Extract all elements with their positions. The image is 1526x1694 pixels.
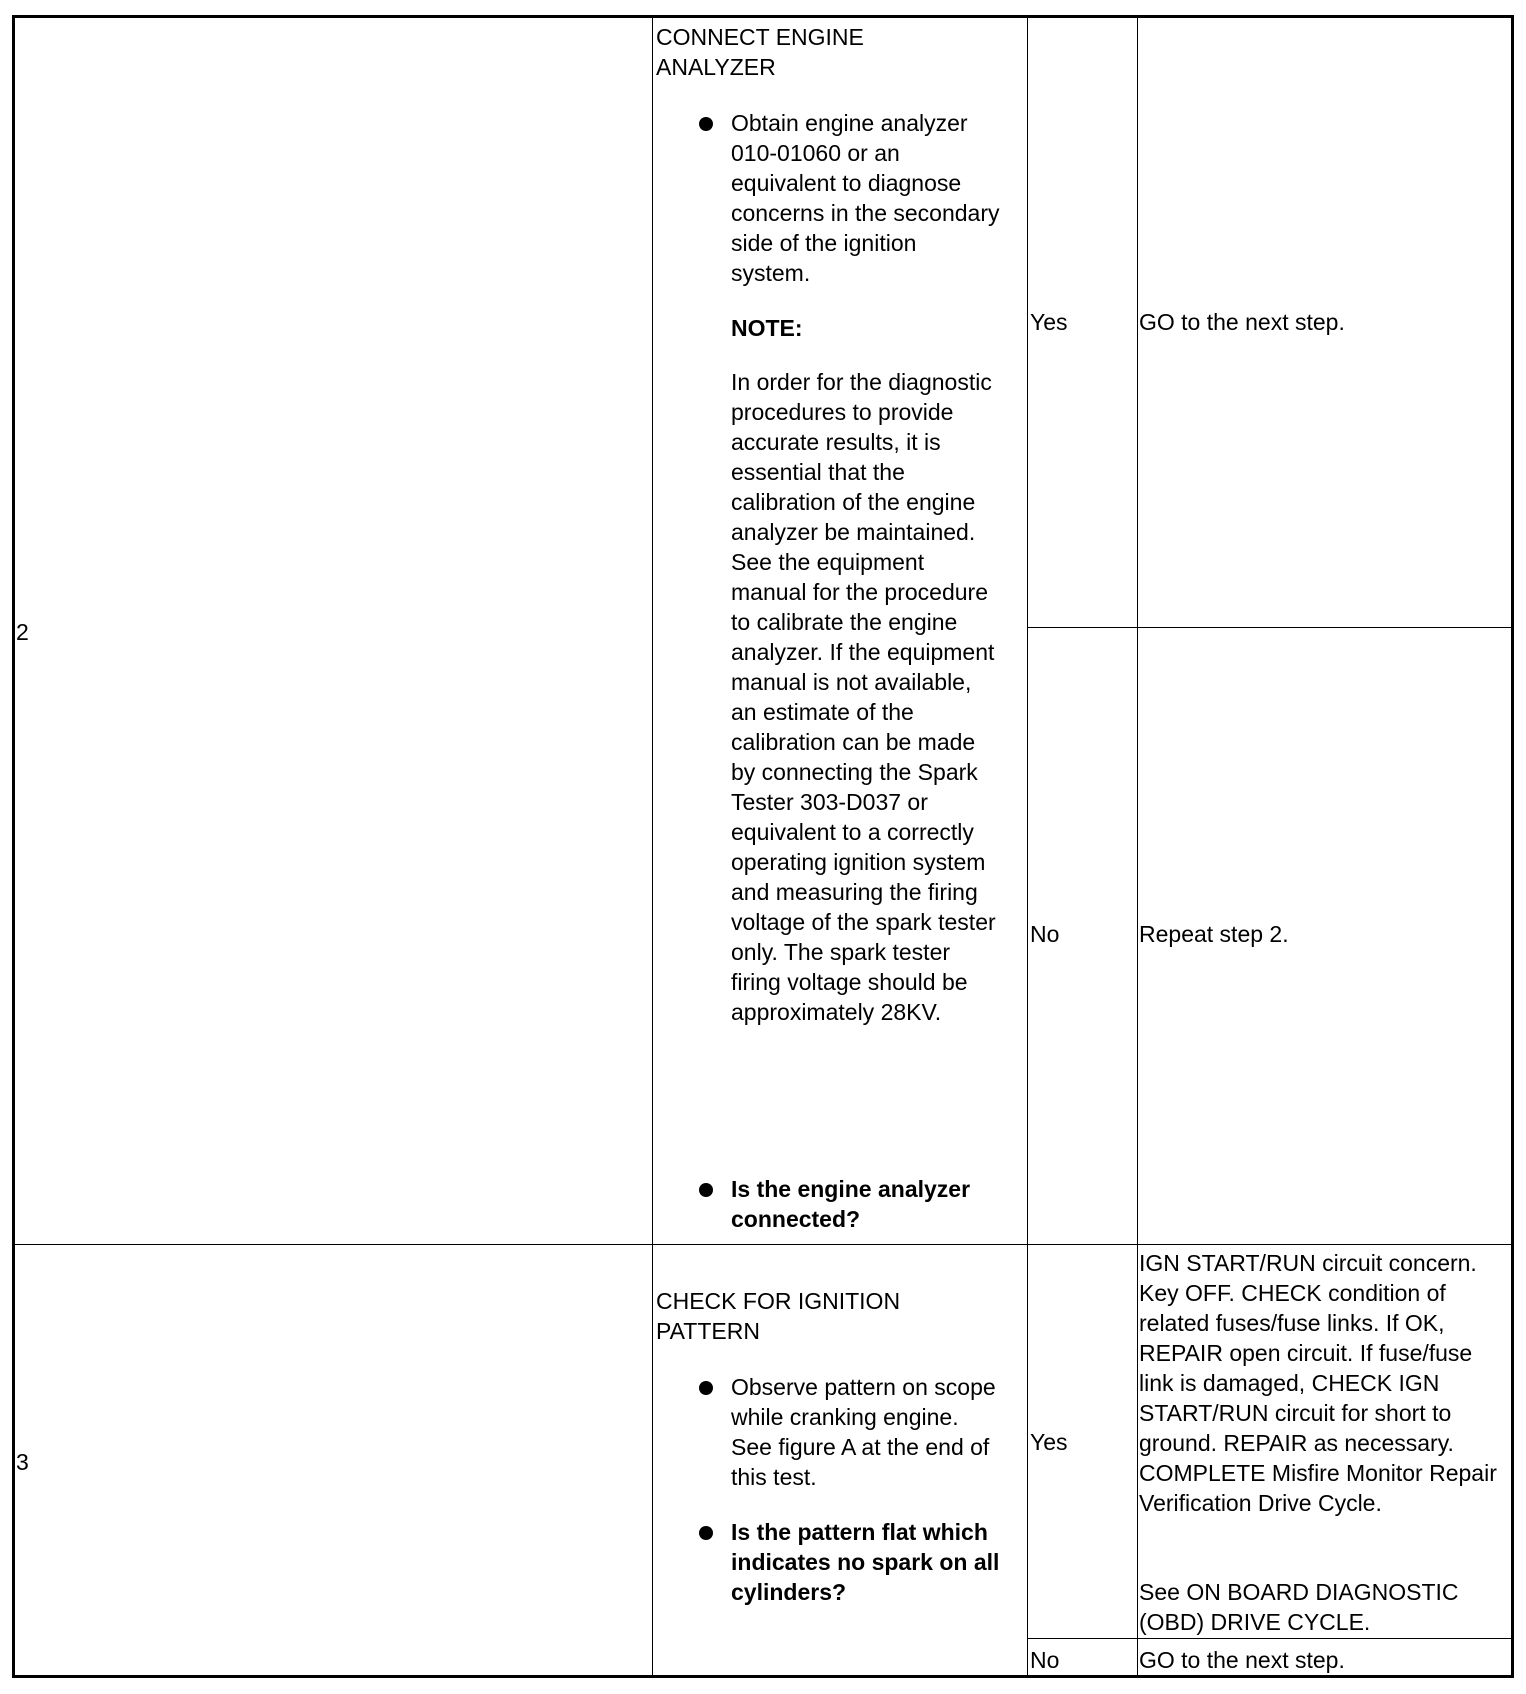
action-yes-reference: See ON BOARD DIAGNOSTIC (OBD) DRIVE CYCLE. [1139,1579,1465,1635]
step-number: 2 [16,619,29,645]
bullet-icon [699,117,713,131]
column-divider-1 [652,18,653,1675]
step-title: CONNECT ENGINE ANALYZER [656,24,864,80]
step-number: 3 [16,1449,29,1475]
row-divider-step3-yes-no [1027,1638,1511,1639]
note-label: NOTE: [731,315,803,341]
note-text: In order for the diagnostic procedures to provide accurate results, it is essential that the calibration of the engine analyzer be maintained. See the equipment manual for the procedure to calibrate the engine analyzer. If the equipment manual is not available, an estimate of the calibration can be made by connecting the Spark Tester 303-D037 or equivalent to a correctly operating ignition system and measuring the firing voltage of the spark tester only. The spark tester firing voltage should be approximately 28KV. [731,369,1003,1025]
action-yes: IGN START/RUN circuit concern. Key OFF. CHECK condition of related fuses/fuse links. If OK, REPAIR open circuit. If fuse/fuse link is damaged, CHECK IGN START/RUN circuit for short to ground. REPAIR as necessary. COMPLETE Misfire Monitor Repair Verification Drive Cycle. [1139,1250,1504,1516]
bullet-icon [699,1183,713,1197]
bullet-icon [699,1381,713,1395]
step-question: Is the pattern flat which indicates no spark on all cylinders? [731,1519,1006,1605]
answer-no: No [1030,1647,1060,1673]
row-divider-step2-yes-no [1027,627,1511,628]
column-divider-3 [1137,18,1138,1675]
action-yes: GO to the next step. [1139,309,1345,335]
step-instruction: Observe pattern on scope while cranking engine. See figure A at the end of this test. [731,1374,1003,1490]
bullet-icon [699,1526,713,1540]
answer-yes: Yes [1030,1429,1068,1455]
step-question: Is the engine analyzer connected? [731,1176,977,1232]
step-title: CHECK FOR IGNITION PATTERN [656,1288,901,1344]
answer-yes: Yes [1030,309,1068,335]
answer-no: No [1030,921,1060,947]
column-divider-2 [1027,18,1028,1675]
action-no: GO to the next step. [1139,1647,1345,1673]
row-divider-step2-step3 [15,1244,1511,1245]
step-instruction: Obtain engine analyzer 010-01060 or an equivalent to diagnose concerns in the secondary side of the ignition system. [731,110,1006,286]
action-no: Repeat step 2. [1139,921,1289,947]
